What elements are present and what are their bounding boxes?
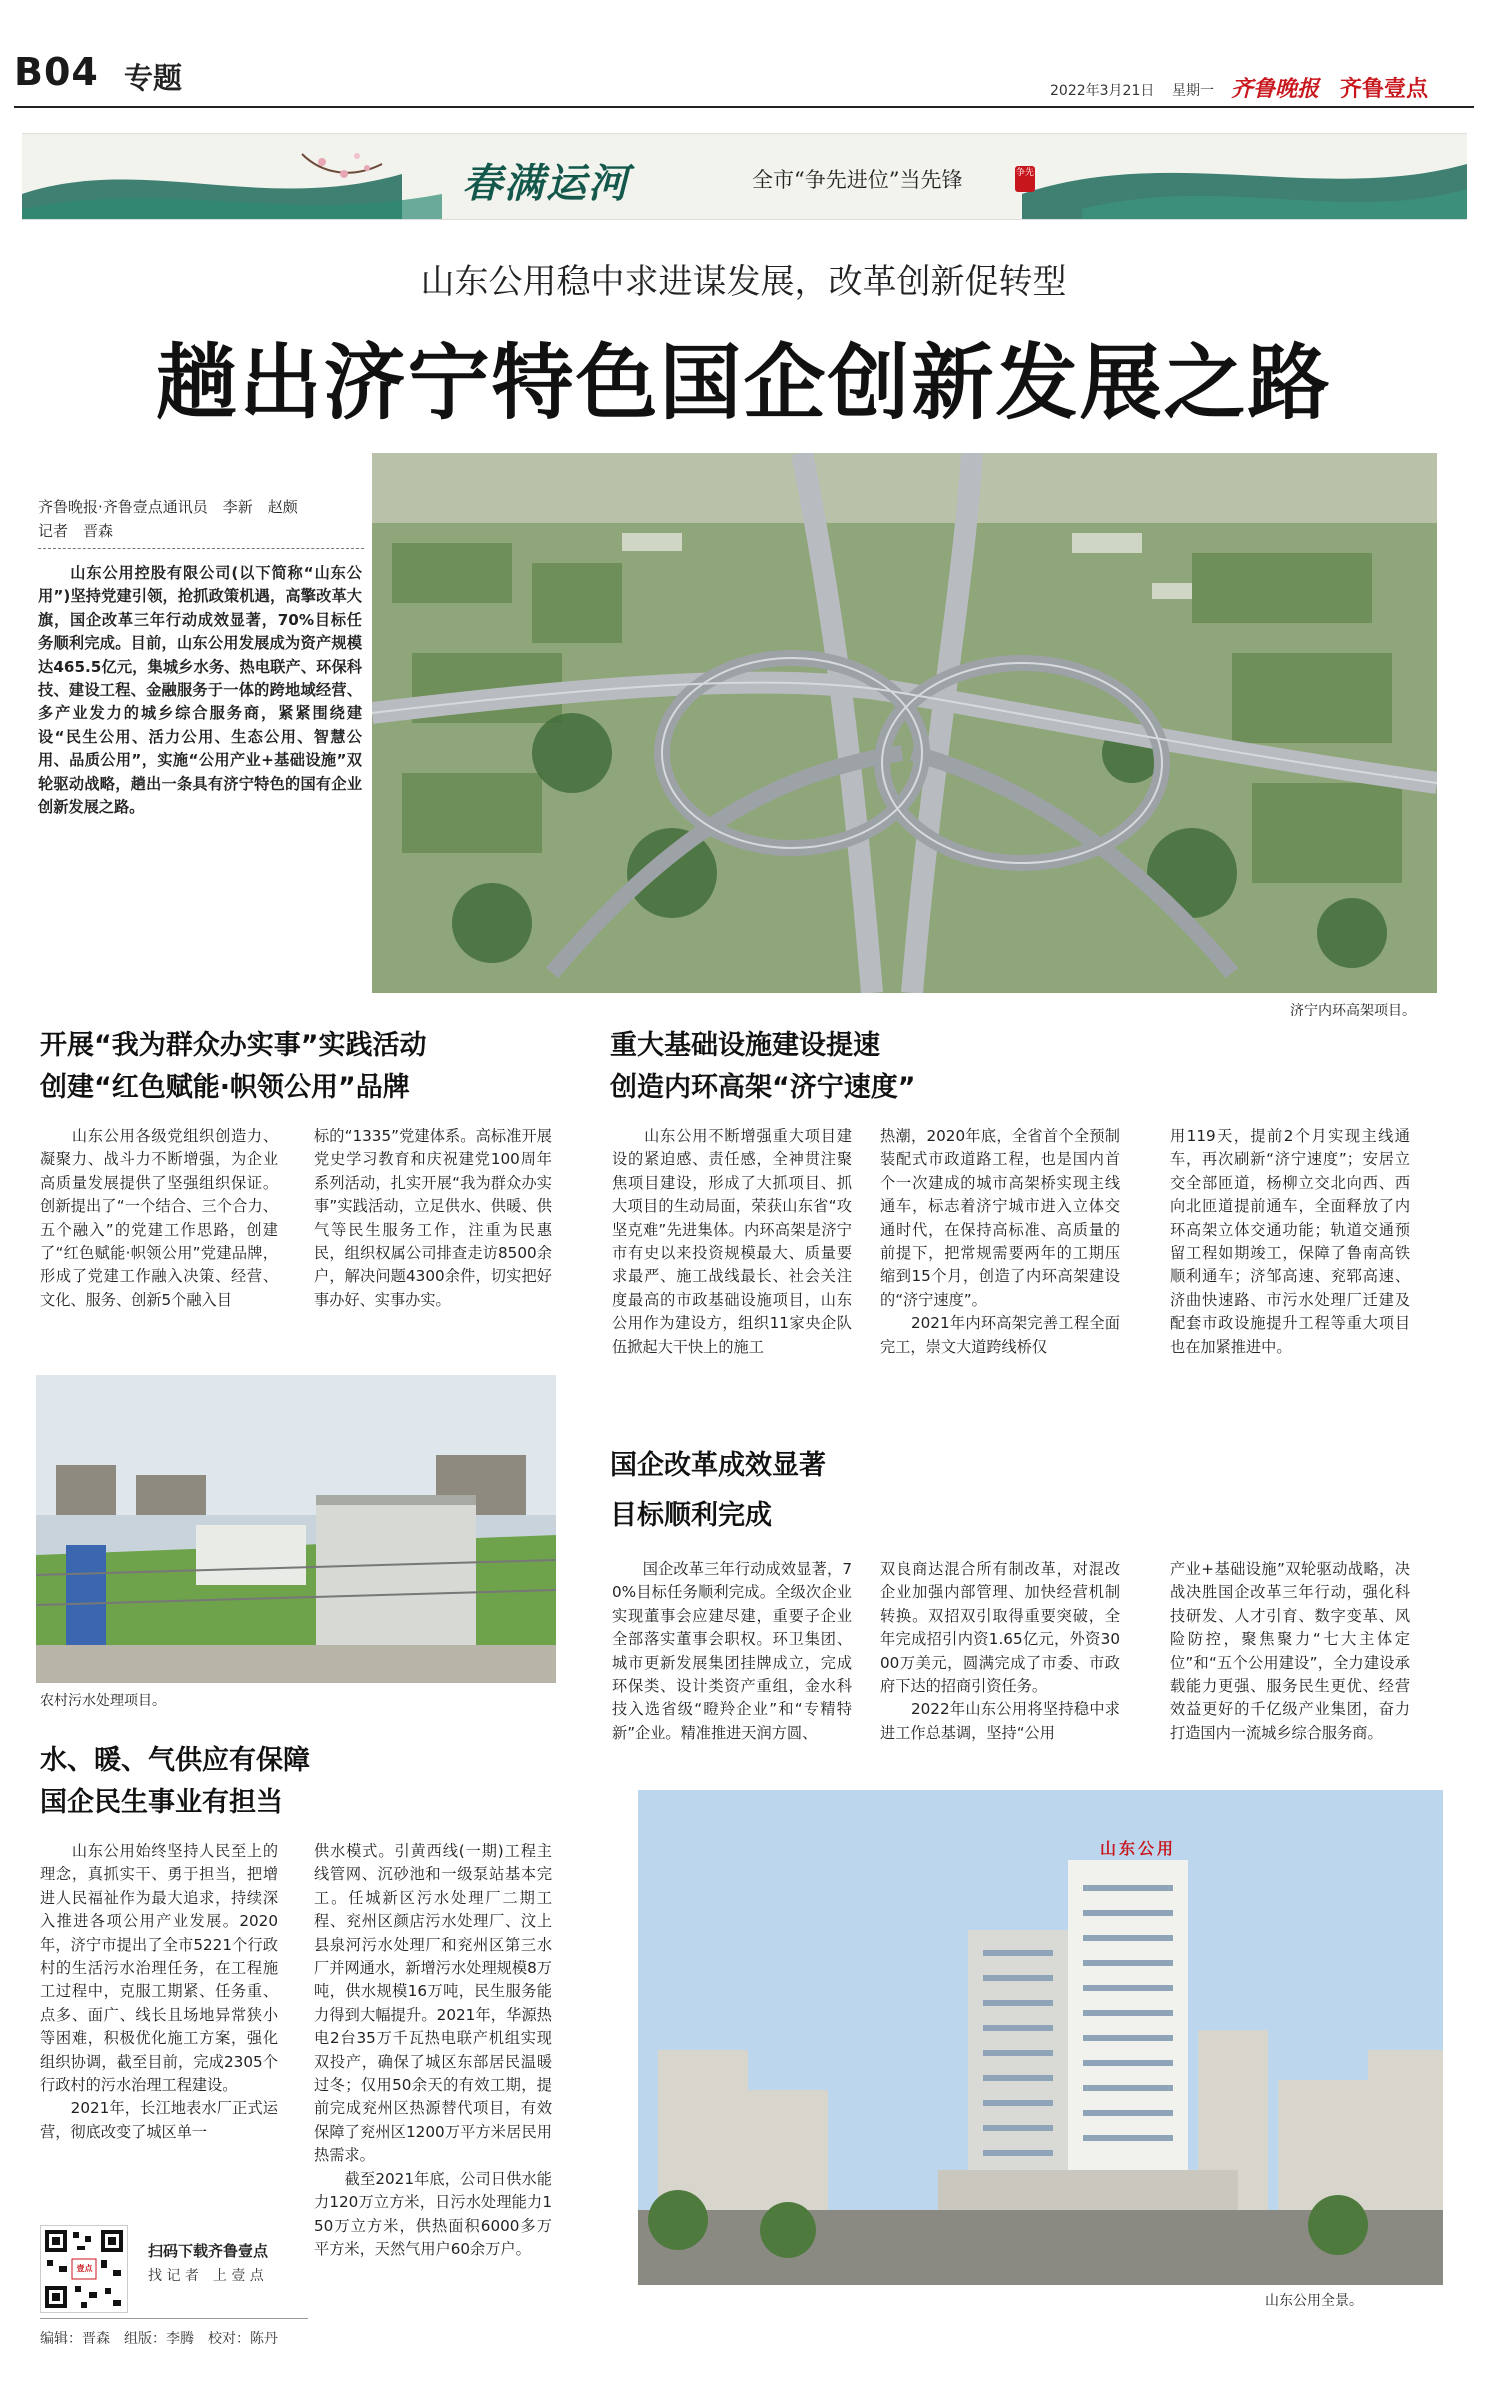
sewage-photo-caption: 农村污水处理项目。 [40,1693,166,1709]
paper-name-logo: 齐鲁晚报 [1231,76,1320,102]
section3-column2: 双良商达混合所有制改革，对混改企业加强内部管理、加快经营机制转换。双招双引取得重要突破，全年完成招引内资1.65亿元，外资3000万美元，圆满完成了市委、市政府下达的招商引资任务。 2022年山东公用将坚持稳中求进工作总基调，坚持“公用 [880,1560,1120,1742]
issue-weekday: 星期一 [1172,83,1214,99]
banner-art [22,134,1467,220]
company-building-photo [638,1790,1443,2285]
banner-slogan: 全市“争先进位”当先锋 [752,168,963,192]
qr-code[interactable] [40,2225,128,2313]
qr-subtitle: 找 记 者 上 壹 点 [148,2268,264,2284]
section3-column1: 国企改革三年行动成效显著，70%目标任务顺利完成。全级次企业实现董事会应建尽建，重要子企业全部落实董事会职权。环卫集团、城市更新发展集团挂牌成立，完成环保类、设计类资产重组，金水科技入选省级“瞪羚企业”和“专精特新”企业。精准推进天润方圆、 [612,1560,852,1742]
section1-column1: 山东公用各级党组织创造力、凝聚力、战斗力不断增强，为企业高质量发展提供了坚强组织保证。创新提出了“一个结合、三个合力、五个融入”的党建工作思路，创建了“红色赋能·帜领公用”党建品牌，形成了党建工作融入决策、经营、文化、服务、创新5个融入目 [40,1127,278,1309]
section1-column2: 标的“1335”党建体系。高标准开展党史学习教育和庆祝建党100周年系列活动，扎实开展“我为群众办实事”实践活动，立足供水、供暖、供气等民生服务工作，注重为民惠民，组织权属公司排查走访8500余户，解决问题4300余件，切实把好事办好、实事办实。 [314,1127,552,1309]
app-name-logo: 齐鲁壹点 [1340,77,1429,102]
banner-calligraphy: 春满运河 [462,160,630,207]
section1-heading-line2: 创建“红色赋能·帜领公用”品牌 [40,1072,410,1103]
building-photo-caption: 山东公用全景。 [1265,2293,1363,2309]
byline-reporters: 齐鲁晚报·齐鲁壹点通讯员 李新 赵颇 [38,498,298,516]
section2-column2: 热潮，2020年底，全省首个全预制装配式市政道路工程，也是国内首个一次建成的城市高架桥实现主线通车，标志着济宁城市进入立体交通时代，在保持高标准、高质量的前提下，把常规需要两年的工期压缩到15个月，创造了内环高架建设的“济宁速度”。 2021年内环高架完善工程全面完工，崇文大道跨线桥仅 [880,1127,1120,1356]
section2-column1: 山东公用不断增强重大项目建设的紧迫感、责任感，全神贯注聚焦项目建设，形成了大抓项目、抓大项目的生动局面，荣获山东省“攻坚克难”先进集体。内环高架是济宁市有史以来投资规模最大、质量要求最严、施工战线最长、社会关注度最高的市政基础设施项目，山东公用作为建设方，组织11家央企队伍掀起大干快上的施工 [612,1127,852,1356]
byline-divider [38,548,364,549]
section-name: 专题 [124,61,183,95]
article-subtitle: 山东公用稳中求进谋发展，改革创新促转型 [420,262,1067,302]
banner-seal: 争先 [1015,166,1035,192]
masthead-rule [14,106,1474,108]
qr-download-label: 扫码下载齐鲁壹点 [148,2242,269,2260]
section2-heading-line1: 重大基础设施建设提速 [610,1030,880,1061]
footer-credits: 编辑：晋森 组版：李腾 校对：陈丹 [40,2331,278,2347]
section2-heading-line2: 创造内环高架“济宁速度” [610,1072,916,1103]
section1-heading-line1: 开展“我为群众办实事”实践活动 [40,1030,427,1061]
aerial-photo-caption: 济宁内环高架项目。 [1290,1003,1416,1019]
qr-center-label: 壹点 [76,2264,93,2273]
intro-paragraph: 山东公用控股有限公司(以下简称“山东公用”)坚持党建引领，抢抓政策机遇，高擎改革大旗，国企改革三年行动成效显著，70%目标任务顺利完成。目前，山东公用发展成为资产规模达465.5亿元，集城乡水务、热电联产、环保科技、建设工程、金融服务于一体的跨地域经营、多产业发力的城乡综合服务商，紧紧围绕建设“民生公用、活力公用、生态公用、智慧公用、品质公用”，实施“公用产业+基础设施”双轮驱动战略，趟出一条具有济宁特色的国有企业创新发展之路。 [38,564,362,817]
section3-heading-line1: 国企改革成效显著 [610,1450,826,1481]
building-rooftop-sign: 山东公用 [1100,1839,1177,1858]
issue-date: 2022年3月21日 [1050,83,1155,99]
byline-author: 记者 晋森 [38,522,114,540]
section3-heading-line2: 目标顺利完成 [610,1500,772,1531]
section4-heading-line1: 水、暖、气供应有保障 [40,1745,310,1776]
footer-divider [40,2318,308,2319]
section4-heading-line2: 国企民生事业有担当 [40,1787,283,1818]
aerial-overpass-photo [372,453,1437,993]
banner [22,133,1467,220]
section4-column1: 山东公用始终坚持人民至上的理念，真抓实干、勇于担当，把增进人民福祉作为最大追求，持续深入推进各项公用产业发展。2020年，济宁市提出了全市5221个行政村的生活污水治理任务，在工程施工过程中，克服工期紧、任务重、点多、面广、线长且场地异常狭小等困难，积极优化施工方案，强化组织协调，截至目前，完成2305个行政村的污水治理工程建设。 2021年，长江地表水厂正式运营，彻底改变了城区单一 [40,1842,278,2141]
article-title: 趟出济宁特色国企创新发展之路 [155,335,1332,431]
section4-column2: 供水模式。引黄西线(一期)工程主线管网、沉砂池和一级泵站基本完工。任城新区污水处理厂二期工程、兖州区颜店污水处理厂、汶上县泉河污水处理厂和兖州区第三水厂并网通水，新增污水处理规模8万吨，供水规模16万吨，民生服务能力得到大幅提升。2021年，华源热电2台35万千瓦热电联产机组实现双投产，确保了城区东部居民温暖过冬；仅用50余天的有效工期，提前完成兖州区热源替代项目，有效保障了兖州区1200万平方米居民用热需求。 截至2021年底，公司日供水能力120万立方米，日污水处理能力150万立方米，供热面积6000多万平方米，天然气用户60余万户。 [314,1842,552,2258]
section2-column3: 用119天，提前2个月实现主线通车，再次刷新“济宁速度”；安居立交全部匝道，杨柳立交北向西、西向北匝道提前通车，全面释放了内环高架立体交通功能；轨道交通预留工程如期竣工，保障了鲁南高铁顺利通车；济邹高速、兖郓高速、济曲快速路、市污水处理厂迁建及配套市政设施提升工程等重大项目也在加紧推进中。 [1170,1127,1410,1356]
page-code: B04 [14,50,99,94]
rural-sewage-photo [36,1375,556,1683]
section3-column3: 产业+基础设施”双轮驱动战略，决战决胜国企改革三年行动，强化科技研发、人才引育、数字变革、风险防控，聚焦聚力“七大主体定位”和“五个公用建设”，全力建设承载能力更强、服务民生更优、经营效益更好的千亿级产业集团，奋力打造国内一流城乡综合服务商。 [1170,1560,1410,1742]
